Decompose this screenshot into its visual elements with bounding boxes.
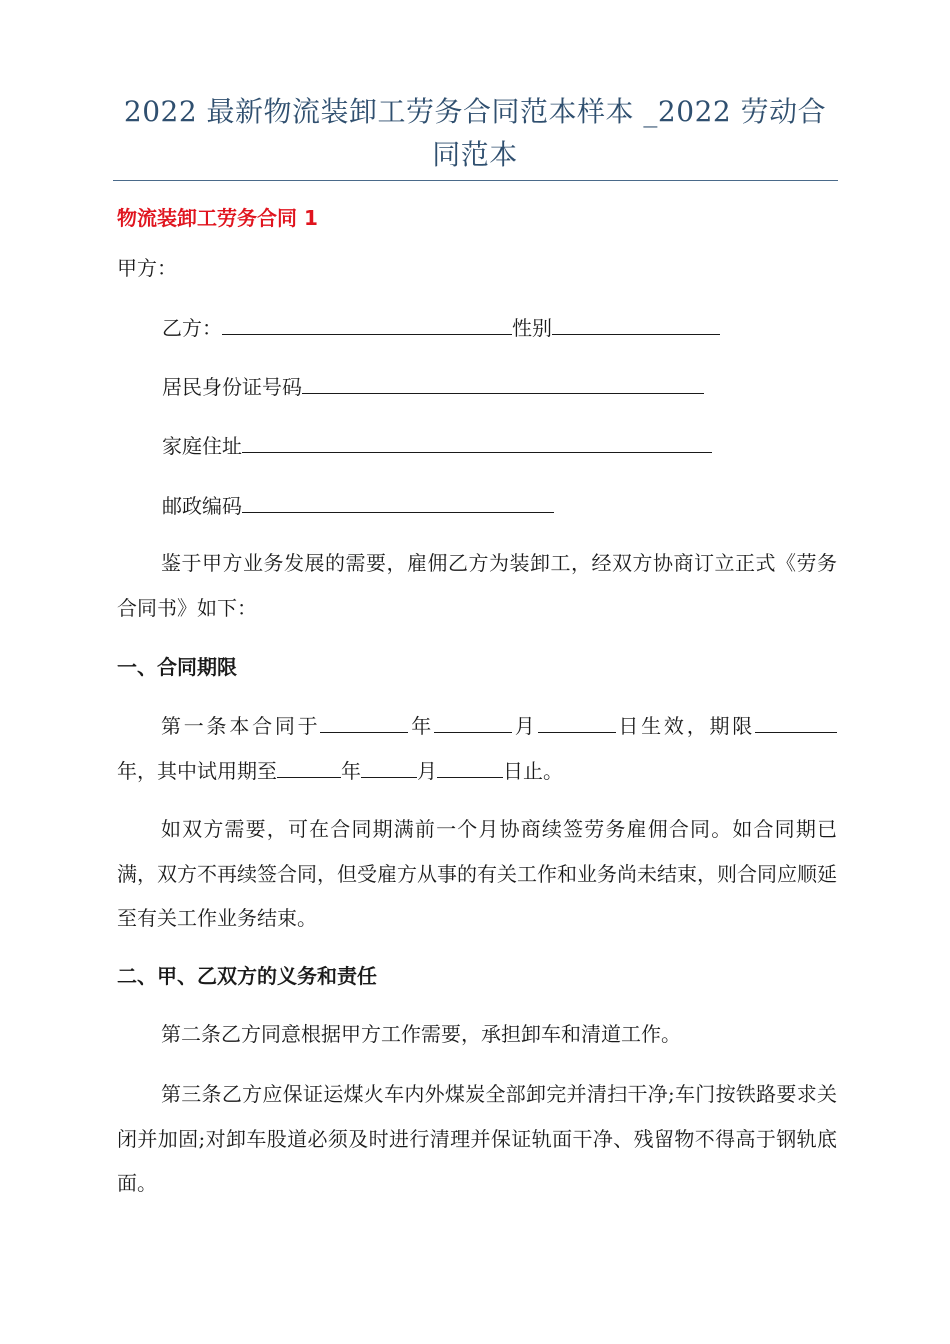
address-line — [162, 430, 712, 461]
art1-text-1: 第一条本合同于 — [161, 714, 321, 738]
art1-term-blank — [755, 710, 837, 733]
party-b-label: 乙方： — [162, 316, 222, 340]
art1-line2 — [117, 749, 563, 794]
article-2-paragraph: 第二条乙方同意根据甲方工作需要，承担卸车和清道工作。 — [161, 1022, 681, 1046]
document-title: 2022 最新物流装卸工劳务合同范本样本 _2022 劳动合同范本 — [123, 95, 827, 171]
title-divider — [113, 180, 838, 181]
id-label: 居民身份证号码 — [162, 375, 302, 399]
postcode-blank — [242, 490, 554, 513]
party-a-line — [117, 253, 177, 283]
id-line — [162, 371, 704, 402]
party-b-blank — [222, 312, 512, 335]
art1-text-5: 年，其中试用期至 — [117, 758, 277, 783]
art1-trial-day-blank — [437, 755, 503, 778]
art1-text-6: 年 — [341, 758, 361, 783]
art1-text-4: 日生效，期限 — [615, 714, 756, 738]
art1-trial-year-blank — [277, 755, 341, 778]
party-b-line — [162, 312, 720, 343]
article-1-paragraph — [117, 704, 837, 793]
renewal-paragraph: 如双方需要，可在合同期满前一个月协商续签劳务雇佣合同。如合同期已满，双方不再续签合同，但受雇方从事的有关工作和业务尚未结束，则合同应顺延至有关工作业务结束。 — [117, 817, 837, 930]
art1-trial-month-blank — [361, 755, 417, 778]
id-blank — [302, 371, 704, 394]
address-blank — [242, 430, 712, 453]
art1-month-blank — [434, 710, 512, 733]
art1-text-2: 年 — [408, 714, 435, 738]
party-a-label: 甲方： — [117, 256, 177, 280]
art1-text-7: 月 — [417, 758, 437, 783]
art1-text-8: 日止。 — [503, 758, 563, 783]
contract-subtitle: 物流装卸工劳务合同 1 — [117, 206, 318, 230]
address-label: 家庭住址 — [162, 434, 242, 458]
art1-year-blank — [320, 710, 408, 733]
article-3-paragraph: 第三条乙方应保证运煤火车内外煤炭全部卸完并清扫干净;车门按铁路要求关闭并加固;对卸车股道必须及时进行清理并保证轨面干净、残留物不得高于钢轨底面。 — [117, 1082, 837, 1195]
art1-day-blank — [538, 710, 616, 733]
art1-text-3: 月 — [512, 714, 538, 738]
gender-label: 性别 — [512, 316, 552, 340]
intro-paragraph: 鉴于甲方业务发展的需要，雇佣乙方为装卸工，经双方协商订立正式《劳务合同书》如下： — [117, 551, 837, 620]
section-2-heading: 二、甲、乙双方的义务和责任 — [117, 964, 377, 988]
postcode-label: 邮政编码 — [162, 494, 242, 518]
postcode-line — [162, 490, 554, 521]
section-1-heading: 一、合同期限 — [117, 655, 237, 679]
gender-blank — [552, 312, 720, 335]
